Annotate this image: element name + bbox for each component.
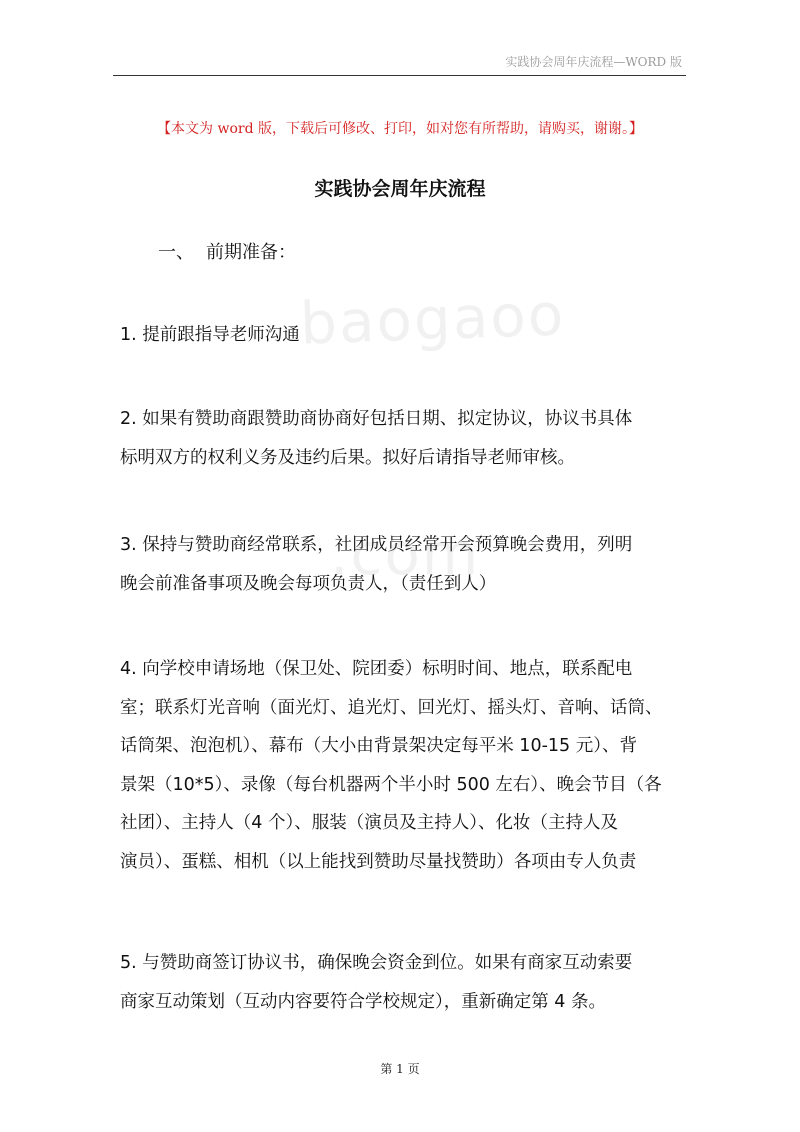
paragraph-line: 社团）、主持人（4 个）、服装（演员及主持人）、化妆（主持人及 (120, 813, 618, 833)
paragraph-4 (120, 650, 685, 881)
paragraph-line: 标明双方的权利义务及违约后果。拟好后请指导老师审核。 (120, 447, 575, 468)
watermark-logo-domain: .com (330, 520, 481, 588)
paragraph-line: 晚会前准备事项及晚会每项负责人，（责任到人） (120, 573, 497, 594)
paragraph-line: 演员）、蛋糕、相机（以上能找到赞助尽量找赞助）各项由专人负责 (120, 851, 637, 872)
paragraph-5 (120, 944, 685, 1021)
running-header: 实践协会周年庆流程—WORD 版 (505, 55, 682, 69)
paragraph-line: 3. 保持与赞助商经常联系，社团成员经常开会预算晚会费用，列明 (120, 535, 633, 555)
watermark-logo: baogaoo (298, 280, 567, 358)
paragraph-line: 室；联系灯光音响（面光灯、追光灯、回光灯、摇头灯、音响、话筒、 (120, 697, 663, 718)
paragraph-3 (120, 526, 685, 603)
paragraph-line: 4. 向学校申请场地（保卫处、院团委）标明时间、地点，联系配电 (120, 659, 633, 679)
header-rule (113, 75, 686, 76)
purchase-notice: 【本文为 word 版，下载后可修改、打印，如对您有所帮助，请购买，谢谢。】 (157, 121, 643, 137)
section-number: 一、 (158, 242, 194, 263)
paragraph-line: 话筒架、泡泡机）、幕布（大小由背景架决定每平米 10-15 元）、背 (120, 736, 637, 756)
paragraph-line: 商家互动策划（互动内容要符合学校规定），重新确定第 4 条。 (120, 991, 607, 1012)
paragraph-line: 2. 如果有赞助商跟赞助商协商好包括日期、拟定协议，协议书具体 (120, 409, 633, 429)
section-heading (158, 238, 296, 264)
paragraph-line: 景架（10*5）、录像（每台机器两个半小时 500 左右）、晚会节目（各 (120, 774, 662, 795)
paragraph-line: 5. 与赞助商签订协议书，确保晚会资金到位。如果有商家互动索要 (120, 953, 633, 973)
page-number: 第 1 页 (380, 1062, 420, 1076)
paragraph-2 (120, 400, 685, 477)
paragraph-line: 1. 提前跟指导老师沟通 (120, 325, 300, 345)
paragraph-1 (120, 316, 685, 355)
document-title: 实践协会周年庆流程 (314, 178, 486, 200)
section-label: 前期准备： (206, 242, 296, 263)
